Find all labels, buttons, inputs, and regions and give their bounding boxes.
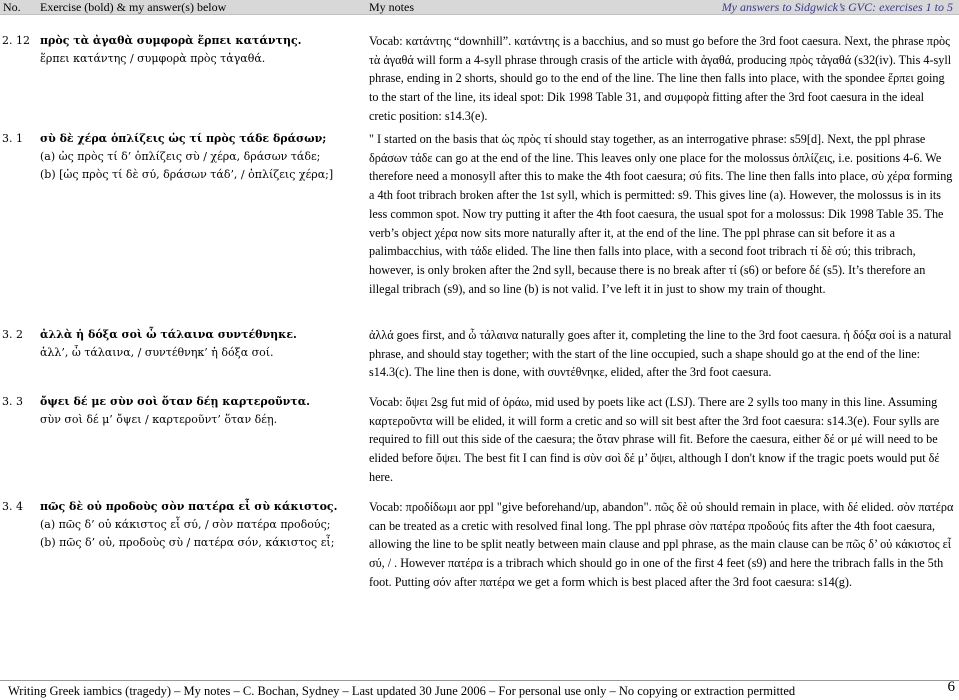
header-exercise: Exercise (bold) & my answer(s) below [40, 0, 227, 14]
footer-text: Writing Greek iambics (tragedy) – My notes – C. Bochan, Sydney – Last updated 30 June 2006 – For personal use only – No copying or extraction permitted [8, 684, 796, 698]
exercise-number: 2. 12 [2, 34, 30, 47]
exercise-text [40, 326, 350, 362]
exercise-sentence: πρὸς τὰ ἀγαθὰ συμφορὰ ἕρπει κατάντης. [40, 34, 302, 47]
answer-line: (b) [ὡς πρὸς τί δὲ σύ, δράσων τάδ’, / ὁπλίζεις χέρα;] [40, 168, 334, 181]
answer-line: ἕρπει κατάντης / συμφορὰ πρὸς τἀγαθά. [40, 52, 266, 65]
exercise-text [40, 130, 350, 184]
exercise-text [40, 393, 350, 429]
answer-line: σὺν σοὶ δέ μ’ ὄψει / καρτεροῦντ’ ὅταν δέῃ. [40, 413, 278, 426]
note-text: ἀλλά goes first, and ὦ τάλαινα naturally goes after it, completing the line to the 3rd foot caesura. ἡ δόξα σοί is a natural phrase, and should stay together; with the start of the line occupied, such a shape should go at the end of the line: s14.3(c). The line then is done, with συντέθνηκε, elided, after the 3rd foot caesura. [369, 328, 952, 380]
note-text: Vocab: ὄψει 2sg fut mid of ὁράω, mid used by poets like act (LSJ). There are 2 sylls too many in this line. Assuming καρτεροῦντα will be elided, it will form a cretic and so will sit best after the 3rd foot caesura: s14.3(e). Four sylls are required to fill out this side of the caesura; the ὅταν phrase will fit. Before the caesura, either δέ or μέ will need to be elided before ὄψει. The best fit I can find is σὺν σοὶ δέ μ’ ὄψει, although I don't know if the tragic poets would put δέ here. [369, 395, 940, 484]
page-footer [0, 679, 959, 698]
answer-line: (b) πῶς δ’ οὐ, προδοὺς σὺ / πατέρα σόν, κάκιστος εἶ; [40, 536, 335, 549]
header-notes: My notes [369, 0, 414, 14]
exercise-number: 3. 1 [2, 132, 23, 145]
header-no: No. [3, 0, 21, 14]
exercise-sentence: πῶς δὲ οὐ προδοὺς σὸν πατέρα εἶ σὺ κάκιστος. [40, 500, 338, 513]
answer-line: (a) πῶς δ’ οὐ κάκιστος εἶ σύ, / σὸν πατέρα προδούς; [40, 518, 331, 531]
note-text: Vocab: προδίδωμι aor ppl "give beforehand/up, abandon". πῶς δὲ οὐ should remain in place, with δέ elided. σὸν πατέρα can be treated as a cretic with resolved final long. The ppl phrase σὸν πατέρα προδούς fits after the 4th foot caesura, allowing the line to be split neatly between main clause and ppl phrase, as the main clause can be πῶς δ’ οὐ κάκιστος εἶ σύ, / . However πατέρα is a tribrach which should go in one of the first 4 feet (s9) and here the tribrach falls in the 5th foot. Putting σόν after πατέρα we get a form which is best placed after the 3rd foot caesura: s14(g). [369, 500, 954, 589]
header-right-title: My answers to Sidgwick’s GVC: exercises 1 to 5 [721, 0, 953, 14]
exercise-number: 3. 3 [2, 395, 23, 408]
exercise-sentence: σὺ δὲ χέρα ὁπλίζεις ὡς τί πρὸς τάδε δράσων; [40, 132, 327, 145]
answer-line: (a) ὡς πρὸς τί δ’ ὁπλίζεις σὺ / χέρα, δράσων τάδε; [40, 150, 321, 163]
exercise-sentence: ὄψει δέ με σὺν σοὶ ὅταν δέῃ καρτεροῦντα. [40, 395, 310, 408]
note-text: Vocab: κατάντης “downhill”. κατάντης is a bacchius, and so must go before the 3rd foot caesura. Next, the phrase πρὸς τὰ ἀγαθά will form a 4-syll phrase through crasis of the article with ἀγαθά, producing πρὸς τἀγαθά (s32(iv). This 4-syll phrase, ending in 2 shorts, should go to the end of the line. The line then falls into place, with the spondee ἕρπει going to the start of the line, its ideal spot: Dik 1998 Table 31, and συμφορὰ fitting after the 3rd foot caesura in the ideal cretic position: s14.3(e). [369, 34, 952, 123]
column-header-bar [0, 0, 959, 15]
exercise-number: 3. 4 [2, 500, 23, 513]
exercise-number: 3. 2 [2, 328, 23, 341]
exercise-text [40, 498, 350, 552]
page-number: 6 [947, 679, 955, 695]
note-text: " I started on the basis that ὡς πρὸς τί should stay together, as an interrogative phrase: s59[d]. Next, the ppl phrase δράσων τάδε can go at the end of the line. This leaves only one place for the molossus ὁπλίζεις, i.e. positions 4-6. We therefore need a monosyll after this to make the 4th foot caesura; σύ fits. The line then falls into place, σὺ χέρα forming a 4th foot tribrach broken after the 1st syll, which is permitted: s9. This gives line (a). However, the molossus is in its less common spot. Now try putting it after the 4th foot caesura, the usual spot for a molossus: Dik 1998 Table 35. The verb’s object χέρα now sits more naturally after it, at the end of the line. The ppl phrase can sit before it as a palimbacchius, with τάδε elided. The line then falls into place, with a second foot tribrach τί δὲ σύ; this tribrach, however, is only broken after the 2nd syll, because there is no break after τί (s6) or before δέ (s5). It’s therefore an illegal tribrach (s9), and so line (b) is not valid. I’ve left it in just to show my train of thought. [369, 132, 953, 296]
exercise-sentence: ἀλλὰ ἡ δόξα σοὶ ὦ τάλαινα συντέθνηκε. [40, 328, 297, 341]
exercise-text [40, 32, 350, 68]
answer-line: ἀλλ’, ὦ τάλαινα, / συντέθνηκ’ ἡ δόξα σοί. [40, 346, 274, 359]
